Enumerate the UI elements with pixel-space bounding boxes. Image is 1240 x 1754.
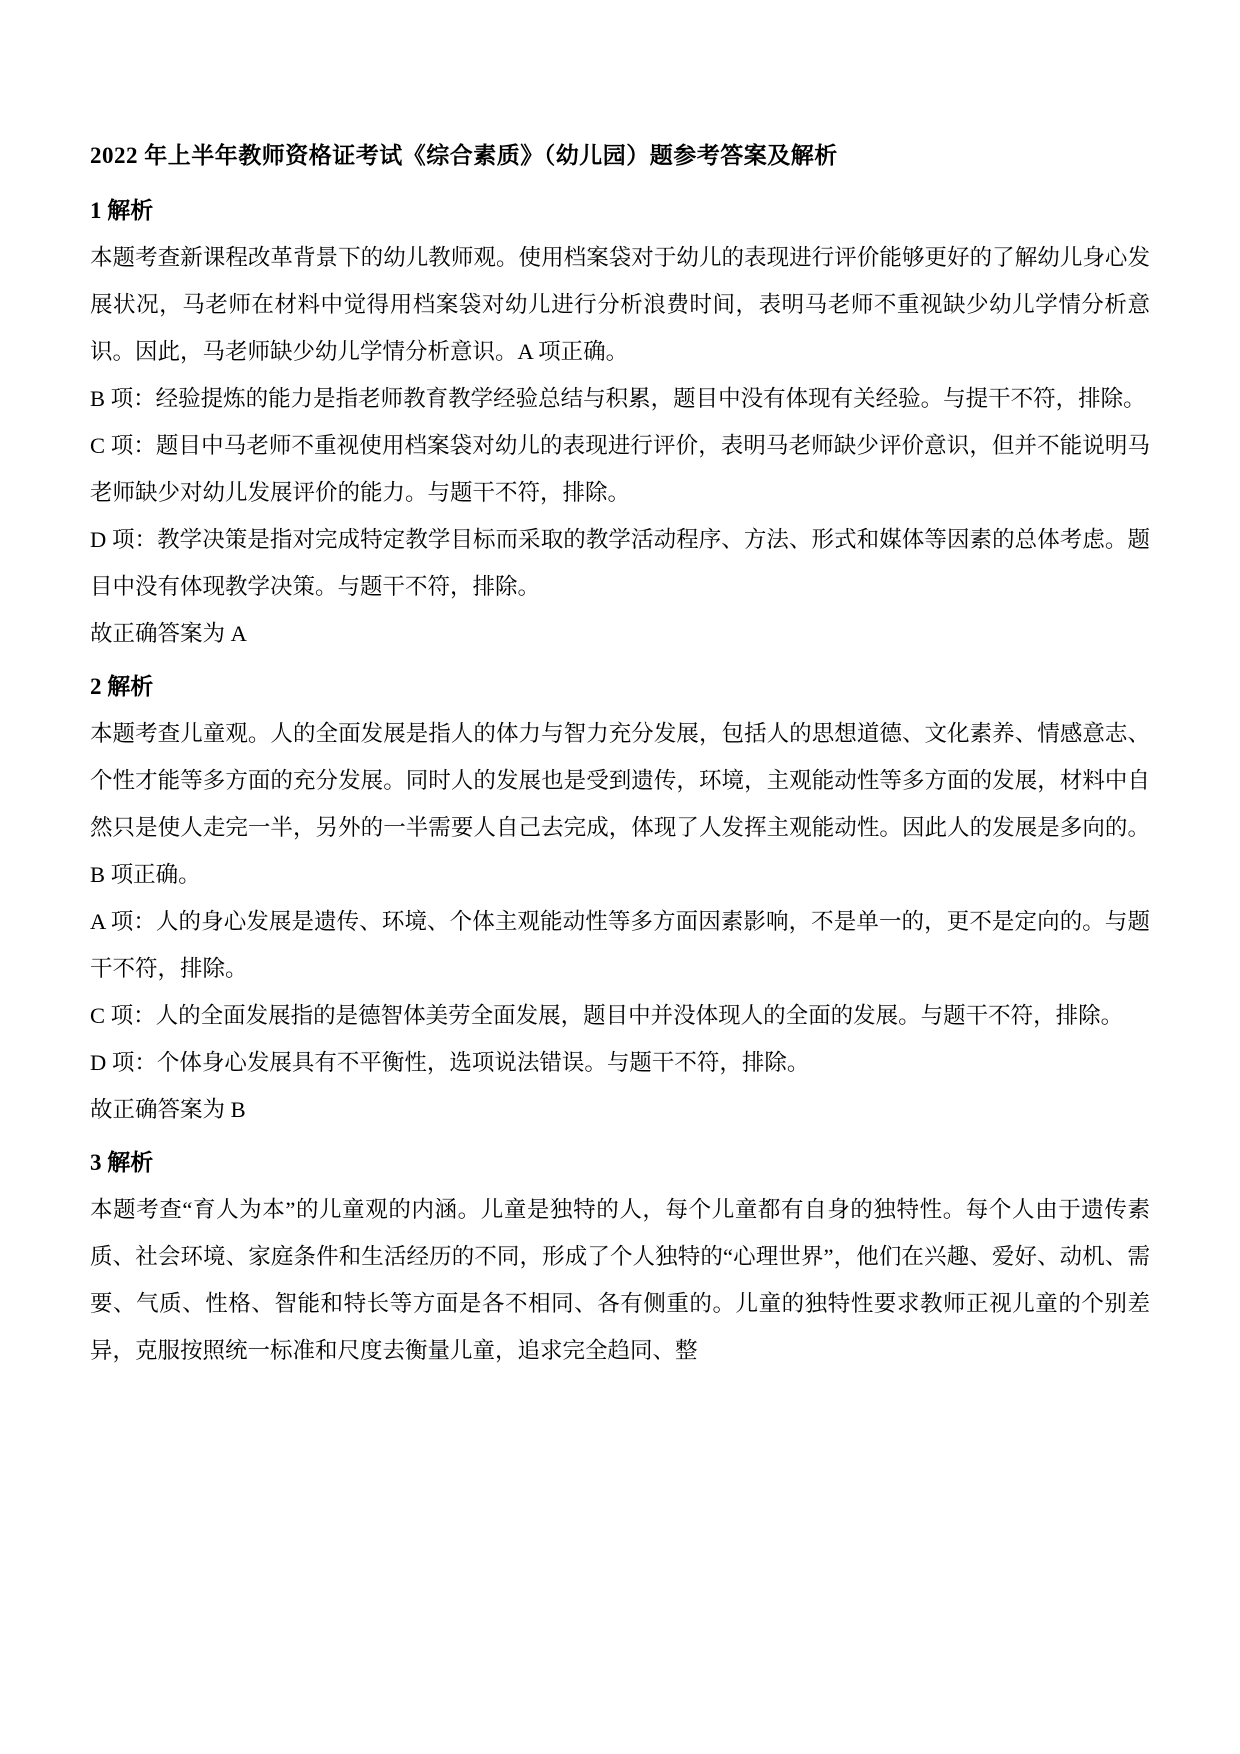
section-2-heading: 2 解析 (90, 674, 154, 699)
section-1-option-c-paragraph: C 项：题目中马老师不重视使用档案袋对幼儿的表现进行评价，表明马老师缺少评价意识，但并不能说明马老师缺少对幼儿发展评价的能力。与题干不符，排除。 (90, 433, 1150, 505)
section-answer-1 (90, 187, 1150, 657)
section-2-option-a-paragraph: A 项：人的身心发展是遗传、环境、个体主观能动性等多方面因素影响，不是单一的，更不是定向的。与题干不符，排除。 (90, 909, 1150, 981)
section-2-analysis-paragraph: 本题考查儿童观。人的全面发展是指人的体力与智力充分发展，包括人的思想道德、文化素养、情感意志、个性才能等多方面的充分发展。同时人的发展也是受到遗传，环境，主观能动性等多方面的发展，材料中自然只是使人走完一半，另外的一半需要人自己去完成，体现了人发挥主观能动性。因此人的发展是多向的。B 项正确。 (90, 721, 1150, 887)
section-1-answer-line: 故正确答案为 A (90, 621, 247, 646)
section-1-option-d-paragraph: D 项：教学决策是指对完成特定教学目标而采取的教学活动程序、方法、形式和媒体等因素的总体考虑。题目中没有体现教学决策。与题干不符，排除。 (90, 527, 1150, 599)
section-2-option-c-paragraph: C 项：人的全面发展指的是德智体美劳全面发展，题目中并没体现人的全面的发展。与题干不符，排除。 (90, 1003, 1124, 1028)
section-3-analysis-paragraph: 本题考查“育人为本”的儿童观的内涵。儿童是独特的人，每个儿童都有自身的独特性。每个人由于遗传素质、社会环境、家庭条件和生活经历的不同，形成了个人独特的“心理世界”，他们在兴趣、爱好、动机、需要、气质、性格、智能和特长等方面是各不相同、各有侧重的。儿童的独特性要求教师正视儿童的个别差异，克服按照统一标准和尺度去衡量儿童，追求完全趋同、整 (90, 1197, 1150, 1363)
section-answer-2 (90, 663, 1150, 1133)
document-title: 2022 年上半年教师资格证考试《综合素质》（幼儿园）题参考答案及解析 (90, 143, 838, 168)
section-1-analysis-paragraph: 本题考查新课程改革背景下的幼儿教师观。使用档案袋对于幼儿的表现进行评价能够更好的了解幼儿身心发展状况，马老师在材料中觉得用档案袋对幼儿进行分析浪费时间，表明马老师不重视缺少幼儿学情分析意识。因此，马老师缺少幼儿学情分析意识。A 项正确。 (90, 245, 1150, 364)
section-answer-3 (90, 1139, 1150, 1374)
section-3-heading: 3 解析 (90, 1150, 154, 1175)
section-1-heading: 1 解析 (90, 198, 154, 223)
section-2-answer-line: 故正确答案为 B (90, 1097, 246, 1122)
section-1-option-b-paragraph: B 项：经验提炼的能力是指老师教育教学经验总结与积累，题目中没有体现有关经验。与提干不符，排除。 (90, 386, 1146, 411)
section-2-option-d-paragraph: D 项：个体身心发展具有不平衡性，选项说法错误。与题干不符，排除。 (90, 1050, 810, 1075)
